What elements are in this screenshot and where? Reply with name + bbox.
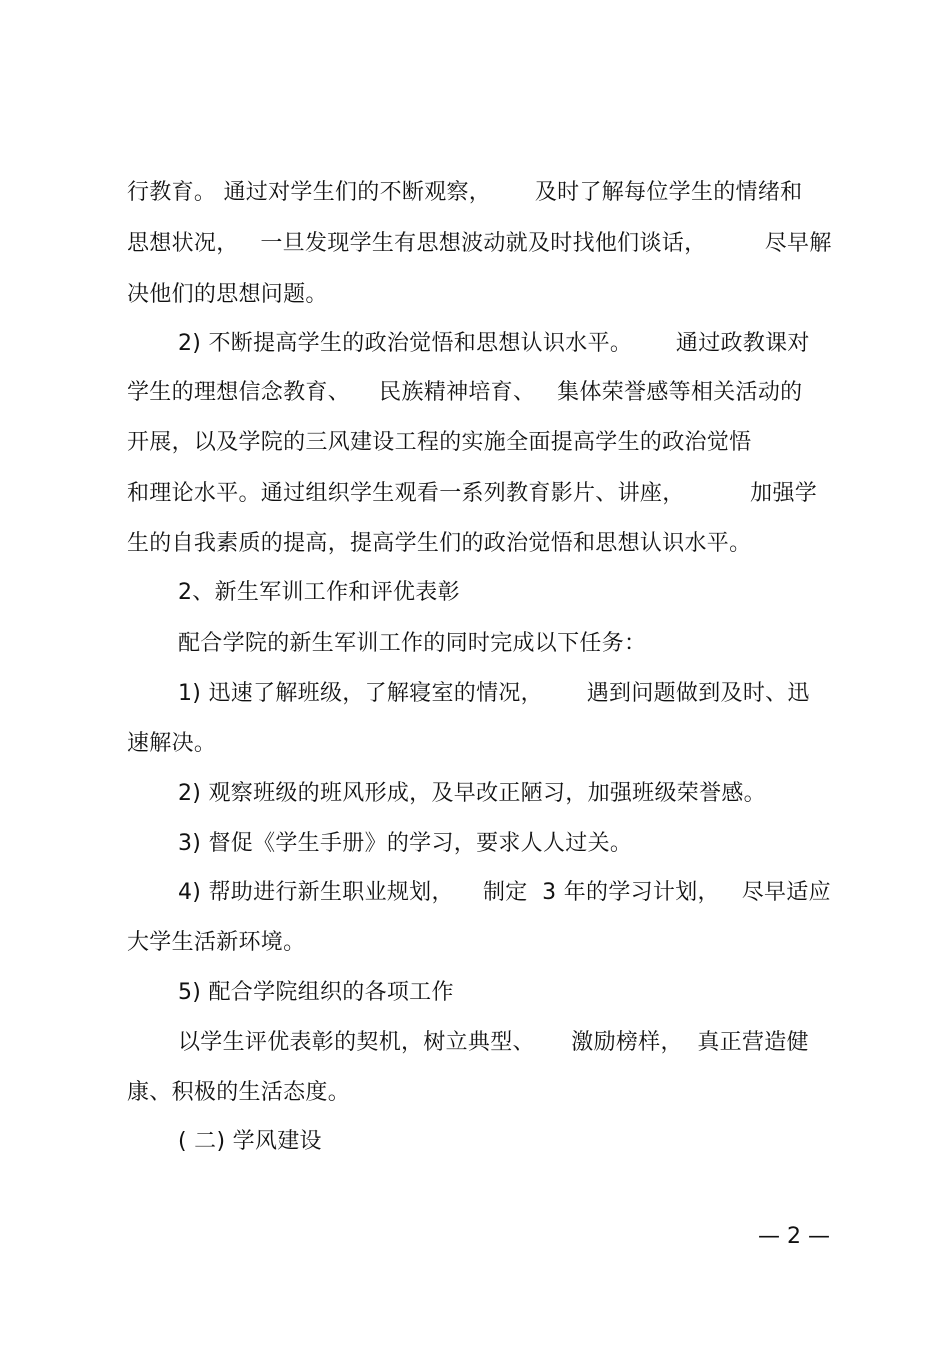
text-line: 5) 配合学院组织的各项工作 (178, 980, 454, 1005)
section-heading: ( 二) 学风建设 (178, 1129, 322, 1154)
text-line: 大学生活新环境。 (127, 930, 306, 955)
text-line: 以学生评优表彰的契机，树立典型、 激励榜样， 真正营造健 (178, 1030, 809, 1055)
section-heading: 2、新生军训工作和评优表彰 (178, 580, 460, 605)
text-line: 学生的理想信念教育、 民族精神培育、 集体荣誉感等相关活动的 (127, 380, 803, 405)
text-line: 生的自我素质的提高，提高学生们的政治觉悟和思想认识水平。 (127, 531, 752, 556)
text-line: 2) 观察班级的班风形成，及早改正陋习，加强班级荣誉感。 (178, 781, 766, 806)
text-line: 3) 督促《学生手册》的学习，要求人人过关。 (178, 831, 633, 856)
text-line: 速解决。 (127, 731, 217, 756)
text-line: 开展，以及学院的三风建设工程的实施全面提高学生的政治觉悟 (127, 430, 752, 455)
text-line: 康、积极的生活态度。 (127, 1080, 351, 1105)
text-line: 配合学院的新生军训工作的同时完成以下任务： (178, 631, 647, 656)
page-number: — 2 — (758, 1224, 830, 1249)
text-line: 思想状况， 一旦发现学生有思想波动就及时找他们谈话， 尽早解 (127, 231, 832, 256)
text-line: 4) 帮助进行新生职业规划， 制定 3 年的学习计划， 尽早适应 (178, 880, 831, 905)
text-line: 1) 迅速了解班级，了解寝室的情况， 遇到问题做到及时、迅 (178, 681, 810, 706)
text-line: 2) 不断提高学生的政治觉悟和思想认识水平。 通过政教课对 (178, 331, 810, 356)
text-line: 决他们的思想问题。 (127, 282, 328, 307)
text-line: 和理论水平。通过组织学生观看一系列教育影片、讲座， 加强学 (127, 481, 818, 506)
text-line: 行教育。 通过对学生们的不断观察， 及时了解每位学生的情绪和 (127, 180, 803, 205)
